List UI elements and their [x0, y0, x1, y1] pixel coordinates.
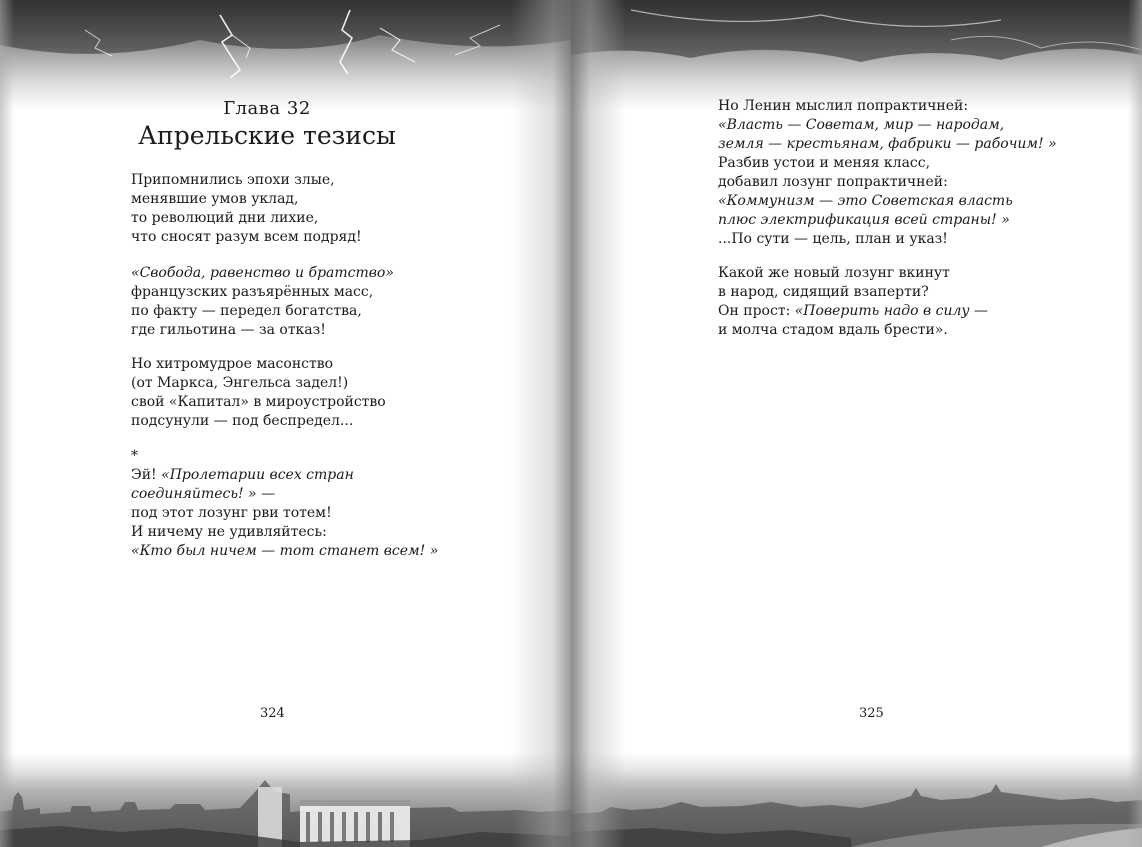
- stanza-3: [131, 355, 386, 431]
- verse-line: «Свобода, равенство и братство»: [131, 265, 394, 281]
- verse-line: «Власть — Советам, мир — народам,: [718, 117, 1005, 133]
- verse-line: ...По сути — цель, план и указ!: [718, 231, 948, 247]
- city-panorama-image: [571, 752, 1142, 847]
- section-mark: *: [131, 448, 138, 464]
- verse-line: земля — крестьянам, фабрики — рабочим! »: [718, 136, 1057, 152]
- verse-line: Припомнились эпохи злые,: [131, 172, 335, 188]
- verse-line: где гильотина — за отказ!: [131, 322, 326, 338]
- verse-line: добавил лозунг попрактичней:: [718, 174, 948, 190]
- verse-line: Какой же новый лозунг вкинут: [718, 265, 950, 281]
- page-edge-shadow: [1128, 0, 1142, 847]
- chapter-title: Апрельские тезисы: [138, 121, 396, 150]
- verse-line: (от Маркса, Энгельса задел!): [131, 375, 349, 391]
- stanza-2: [131, 264, 394, 340]
- verse-line: «Коммунизм — это Советская власть: [718, 193, 1013, 209]
- page-number: 325: [859, 706, 884, 721]
- verse-line: подсунули — под беспредел...: [131, 413, 354, 429]
- verse-line: под этот лозунг рви тотем!: [131, 505, 332, 521]
- right-page: [571, 0, 1142, 847]
- page-number: 324: [260, 706, 285, 721]
- cloud-illustration: [571, 0, 1142, 110]
- verse-line: «Кто был ничем — тот станет всем! »: [131, 543, 439, 559]
- verse-line: в народ, сидящий взаперти?: [718, 284, 929, 300]
- stanza-1: [718, 97, 1057, 249]
- city-skyline-illustration: [0, 752, 571, 847]
- verse-line: И ничему не удивляйтесь:: [131, 524, 327, 540]
- verse-line: то революций дни лихие,: [131, 210, 319, 226]
- stanza-1: [131, 171, 362, 247]
- city-panorama-image: [0, 752, 571, 847]
- lightning-illustration: [0, 0, 571, 110]
- spine-shadow: [571, 0, 626, 847]
- verse-line: Разбив устои и меняя класс,: [718, 155, 931, 171]
- stanza-2: [718, 264, 988, 340]
- verse-line: Но Ленин мыслил попрактичней:: [718, 98, 969, 114]
- storm-sky-image: [571, 0, 1142, 110]
- verse-line: по факту — передел богатства,: [131, 303, 362, 319]
- storm-sky-image: [0, 0, 571, 110]
- city-skyline-illustration: [571, 752, 1142, 847]
- verse-line: и молча стадом вдаль брести».: [718, 322, 948, 338]
- verse-line: французских разъярённых масс,: [131, 284, 374, 300]
- verse-line: Эй! «Пролетарии всех стран: [131, 467, 354, 483]
- verse-line: Он прост: «Поверить надо в силу —: [718, 303, 988, 319]
- stanza-4: [131, 447, 438, 561]
- verse-line: плюс электрификация всей страны! »: [718, 212, 1010, 228]
- verse-line: свой «Капитал» в мироустройство: [131, 394, 386, 410]
- verse-line: соединяйтесь! » —: [131, 486, 276, 502]
- verse-line: Но хитромудрое масонство: [131, 356, 334, 372]
- verse-line: менявшие умов уклад,: [131, 191, 299, 207]
- verse-line: что сносят разум всем подряд!: [131, 229, 362, 245]
- chapter-number: Глава 32: [223, 98, 311, 119]
